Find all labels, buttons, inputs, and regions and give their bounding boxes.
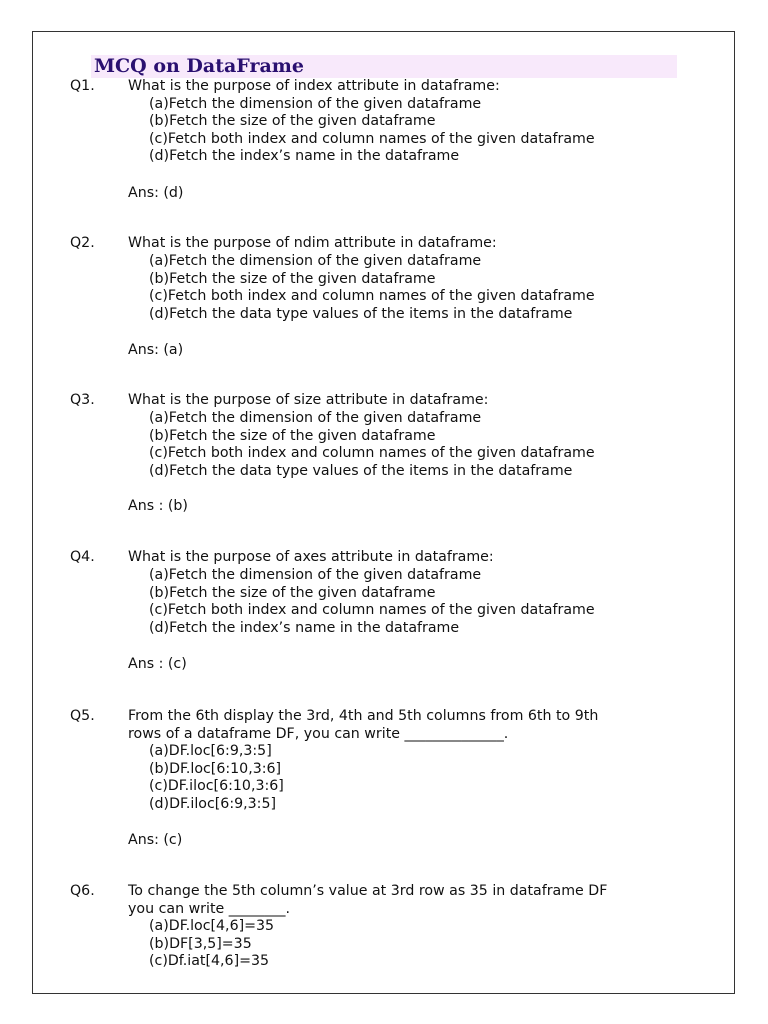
option-item: (a)DF.loc[6:9,3:5] [149,743,272,759]
option-item: (b)Fetch the size of the given dataframe [149,113,436,130]
option-list [149,410,595,480]
question-number: Q4. [70,549,95,565]
option-item: (c)Fetch both index and column names of the given dataframe [149,130,595,147]
option-item: (c)DF.iloc[6:10,3:6] [149,778,284,795]
option-item: (c)Df.iat[4,6]=35 [149,953,270,970]
option-item: (d)Fetch the data type values of the items in the dataframe [149,305,573,322]
option-item: (a)Fetch the dimension of the given dataframe [149,95,482,112]
question-text-line: What is the purpose of axes attribute in dataframe: [128,549,494,565]
answer-text: Ans : (c) [128,656,187,672]
option-item: (a)DF.loc[4,6]=35 [149,918,275,934]
option-list [149,96,595,166]
option-item: (a)Fetch the dimension of the given dataframe [149,567,482,583]
option-item: (d)Fetch the data type values of the items in the dataframe [149,462,573,479]
option-list [149,918,274,971]
question-number: Q2. [70,235,95,251]
answer-text: Ans: (a) [128,342,184,358]
option-item: (b)DF.loc[6:10,3:6] [149,760,282,777]
page-title: MCQ on DataFrame [94,55,304,77]
question-number: Q1. [70,78,95,94]
question-text [128,549,688,567]
option-item: (a)Fetch the dimension of the given dataframe [149,410,482,426]
answer-text: Ans: (d) [128,185,184,201]
question-text [128,708,688,743]
question-text-line: you can write ________. [128,900,291,917]
option-list [149,567,595,637]
question-text-line: What is the purpose of ndim attribute in dataframe: [128,235,497,251]
question-text-line: rows of a dataframe DF, you can write ______________. [128,725,509,742]
option-item: (d)Fetch the index’s name in the dataframe [149,148,460,165]
option-item: (c)Fetch both index and column names of the given dataframe [149,288,595,305]
answer-text: Ans: (c) [128,832,183,848]
option-item: (b)Fetch the size of the given dataframe [149,584,436,601]
question-text-line: What is the purpose of size attribute in dataframe: [128,392,489,408]
question-number: Q5. [70,708,95,724]
option-item: (b)Fetch the size of the given dataframe [149,427,436,444]
option-list [149,253,595,323]
option-item: (c)Fetch both index and column names of the given dataframe [149,602,595,619]
question-text [128,78,688,96]
question-number: Q6. [70,883,95,899]
question-text [128,883,688,918]
option-item: (b)Fetch the size of the given dataframe [149,270,436,287]
answer-text: Ans : (b) [128,498,188,514]
question-number: Q3. [70,392,95,408]
question-text-line: To change the 5th column’s value at 3rd row as 35 in dataframe DF [128,883,608,899]
question-text-line: From the 6th display the 3rd, 4th and 5th columns from 6th to 9th [128,708,599,724]
question-text [128,235,688,253]
option-item: (b)DF[3,5]=35 [149,935,252,952]
option-item: (c)Fetch both index and column names of the given dataframe [149,445,595,462]
option-item: (d)DF.iloc[6:9,3:5] [149,795,276,812]
option-item: (a)Fetch the dimension of the given dataframe [149,253,482,269]
option-list [149,743,284,813]
option-item: (d)Fetch the index’s name in the dataframe [149,619,460,636]
question-text [128,392,688,410]
question-text-line: What is the purpose of index attribute in dataframe: [128,78,500,94]
